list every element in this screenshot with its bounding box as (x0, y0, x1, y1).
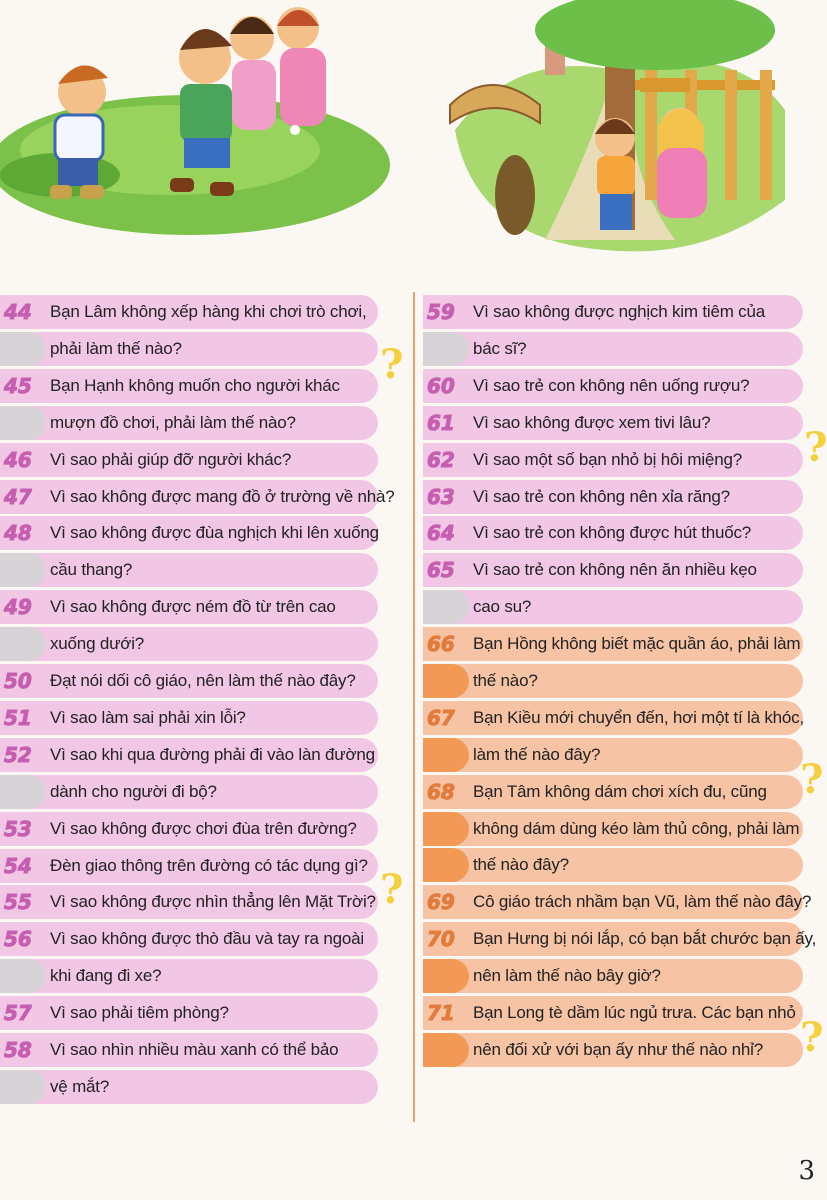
continuation-tab (0, 775, 46, 809)
question-text: Đèn giao thông trên đường có tác dụng gì? (50, 855, 368, 875)
question-text: Vì sao không được nhìn thẳng lên Mặt Trời? (50, 892, 376, 912)
question-number: 59 (427, 300, 455, 324)
question-text: nên làm thế nào bây giờ? (473, 966, 661, 986)
question-number: 63 (427, 484, 455, 509)
question-number: 60 (427, 373, 455, 398)
continuation-tab (423, 1033, 469, 1067)
question-mark-decoration: ? (380, 341, 404, 388)
question-mark-decoration: ? (800, 1014, 824, 1061)
question-number: 66 (427, 632, 455, 657)
question-text: làm thế nào đây? (473, 744, 601, 764)
question-number: 51 (4, 705, 32, 730)
continuation-tab (423, 332, 469, 366)
continuation-tab (0, 553, 46, 587)
question-text: Vì sao trẻ con không nên ăn nhiều kẹo (473, 560, 757, 580)
question-number: 69 (427, 890, 455, 915)
question-text: dành cho người đi bộ? (50, 781, 217, 801)
continuation-tab (423, 738, 469, 772)
question-text: Vì sao không được chơi đùa trên đường? (50, 818, 357, 838)
question-number: 57 (4, 1001, 32, 1026)
question-text: mượn đồ chơi, phải làm thế nào? (50, 412, 296, 432)
question-text: Vì sao trẻ con không được hút thuốc? (473, 523, 752, 543)
column-divider (413, 292, 415, 1122)
question-number: 47 (4, 484, 32, 509)
question-number: 49 (4, 595, 32, 620)
question-text: cầu thang? (50, 560, 133, 580)
continuation-tab (0, 959, 46, 993)
continuation-tab (423, 664, 469, 698)
question-number: 68 (427, 779, 455, 804)
question-number: 65 (427, 558, 455, 583)
question-text: Bạn Hồng không biết mặc quần áo, phải làm (473, 634, 801, 654)
continuation-tab (0, 332, 46, 366)
question-text: Bạn Lâm không xếp hàng khi chơi trò chơi, (50, 302, 367, 321)
question-text: thế nào? (473, 670, 538, 690)
question-number: 48 (4, 521, 32, 546)
question-text: Vì sao một số bạn nhỏ bị hôi miệng? (473, 449, 742, 469)
question-text: Cô giáo trách nhầm bạn Vũ, làm thế nào đây? (473, 892, 812, 912)
question-number: 70 (427, 927, 455, 952)
question-number: 61 (427, 410, 455, 435)
question-text: Vì sao phải tiêm phòng? (50, 1003, 229, 1023)
question-mark-decoration: ? (380, 866, 404, 913)
question-text: khi đang đi xe? (50, 966, 162, 986)
question-mark-decoration: ? (800, 756, 824, 803)
page-number: 3 (798, 1156, 815, 1186)
question-number: 62 (427, 447, 455, 472)
children-playing-illustration (0, 0, 385, 240)
question-number: 56 (4, 927, 32, 952)
question-number: 55 (4, 890, 32, 915)
question-text: Đạt nói dối cô giáo, nên làm thế nào đây? (50, 671, 356, 690)
question-mark-decoration: ? (804, 424, 827, 471)
question-text: Bạn Hưng bị nói lắp, có bạn bắt chước bạn ấy, (473, 929, 817, 949)
question-number: 44 (4, 300, 32, 324)
question-text: Vì sao không được mang đồ ở trường về nhà? (50, 486, 395, 506)
question-number: 71 (427, 1001, 455, 1026)
question-number: 52 (4, 742, 32, 767)
continuation-tab (0, 1070, 46, 1104)
question-text: Vì sao không được thò đầu và tay ra ngoài (50, 929, 364, 949)
question-text: Bạn Long tè dầm lúc ngủ trưa. Các bạn nhỏ (473, 1003, 796, 1023)
question-number: 67 (427, 705, 455, 730)
question-text: Vì sao làm sai phải xin lỗi? (50, 707, 246, 727)
continuation-tab (423, 848, 469, 882)
question-text: nên đối xử với bạn ấy như thế nào nhỉ? (473, 1039, 764, 1059)
continuation-tab (423, 959, 469, 993)
question-number: 54 (4, 853, 32, 878)
question-text: Vì sao nhìn nhiều màu xanh có thể bảo (50, 1040, 339, 1059)
question-text: bác sĩ? (473, 338, 527, 358)
question-number: 53 (4, 816, 32, 841)
continuation-tab (423, 812, 469, 846)
question-text: Vì sao khi qua đường phải đi vào làn đường (50, 744, 375, 764)
question-text: Vì sao không được ném đồ từ trên cao (50, 597, 336, 617)
question-text: phải làm thế nào? (50, 338, 182, 358)
children-by-fence-illustration (445, 10, 790, 250)
question-text: vệ mắt? (50, 1076, 110, 1096)
continuation-tab (0, 627, 46, 661)
question-number: 64 (427, 521, 455, 546)
question-number: 46 (4, 447, 32, 472)
question-text: cao su? (473, 597, 532, 617)
question-text: thế nào đây? (473, 855, 569, 875)
question-text: Vì sao trẻ con không nên uống rượu? (473, 375, 750, 395)
question-text: Bạn Kiều mới chuyển đến, hơi một tí là khóc, (473, 707, 805, 727)
continuation-tab (0, 406, 46, 440)
question-text: Vì sao không được nghịch kim tiêm của (473, 302, 765, 321)
question-text: xuống dưới? (50, 634, 145, 654)
question-number: 45 (4, 373, 32, 398)
question-number: 58 (4, 1038, 32, 1062)
question-text: Vì sao không được xem tivi lâu? (473, 412, 711, 432)
question-text: Vì sao phải giúp đỡ người khác? (50, 449, 292, 469)
question-text: không dám dùng kéo làm thủ công, phải làm (473, 818, 800, 838)
question-text: Vì sao không được đùa nghịch khi lên xuống (50, 523, 379, 543)
question-text: Bạn Hạnh không muốn cho người khác (50, 375, 340, 395)
question-text: Bạn Tâm không dám chơi xích đu, cũng (473, 781, 767, 801)
question-text: Vì sao trẻ con không nên xỉa răng? (473, 486, 730, 506)
continuation-tab (423, 590, 469, 624)
question-number: 50 (4, 669, 32, 693)
